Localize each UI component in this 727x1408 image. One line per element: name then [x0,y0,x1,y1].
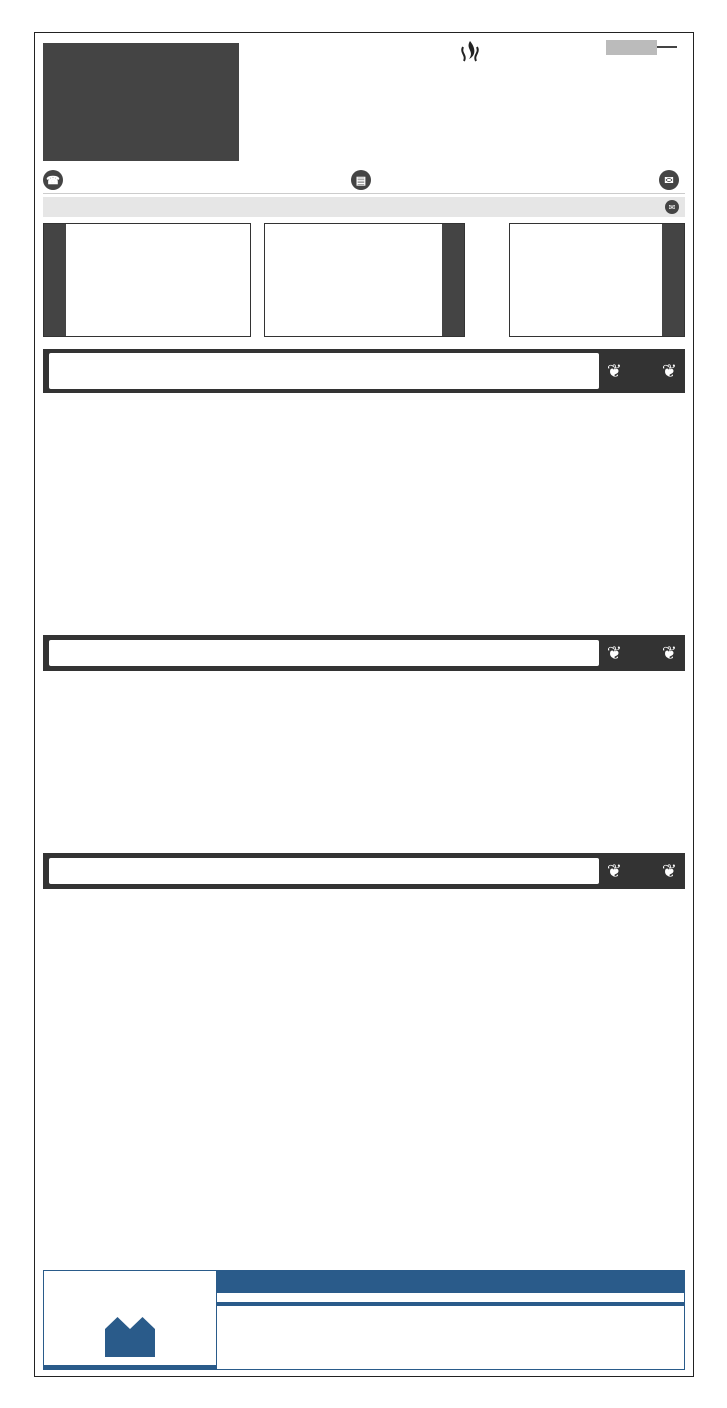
ornament-icon: ❦ [606,360,622,382]
fax-number[interactable] [351,170,377,190]
newspaper-page [34,32,694,1377]
email-icon: ✉ [659,170,679,190]
building-logo-icon [105,1317,155,1357]
location-tag-extension [606,40,657,55]
ad-headline [217,1271,684,1293]
ad-body [217,1271,684,1369]
info-bar [43,197,685,217]
fax-icon: ▤ [351,170,371,190]
email-contact[interactable] [659,170,685,190]
flame-icon [455,39,485,73]
phone-icon: ☎ [43,170,63,190]
chasunos-header [43,853,685,889]
ad-logo [44,1271,217,1369]
date-box [43,43,239,161]
header-tags [606,39,685,55]
limud-box [264,223,465,337]
limud-list [265,224,442,336]
ornament-icon: ❦ [661,860,677,882]
vorts-blank-banner [49,640,599,666]
ornament-icon: ❦ [661,360,677,382]
ad-guarantee [217,1302,684,1306]
masthead-title [245,73,685,153]
shidduchim-header [43,349,685,393]
location-tag [657,46,677,48]
vorts-header [43,635,685,671]
ornament-icon: ❦ [606,642,622,664]
weather-label [44,224,66,336]
ad-url[interactable] [44,1365,216,1369]
signup-icon: ✉ [665,200,679,214]
chasunos-blank-banner [49,858,599,884]
marked-realty-ad[interactable] [43,1270,685,1370]
phone-main[interactable] [43,170,69,190]
ornament-icon: ❦ [606,860,622,882]
zmanim-label [662,224,684,336]
zmanim-list [510,224,662,336]
ornament-icon: ❦ [661,642,677,664]
zmanim-box [509,223,685,337]
weather-box [43,223,251,337]
limud-label [442,224,464,336]
weather-list [66,224,250,336]
chocolicious-ad [49,353,599,389]
contact-bar [43,167,685,194]
